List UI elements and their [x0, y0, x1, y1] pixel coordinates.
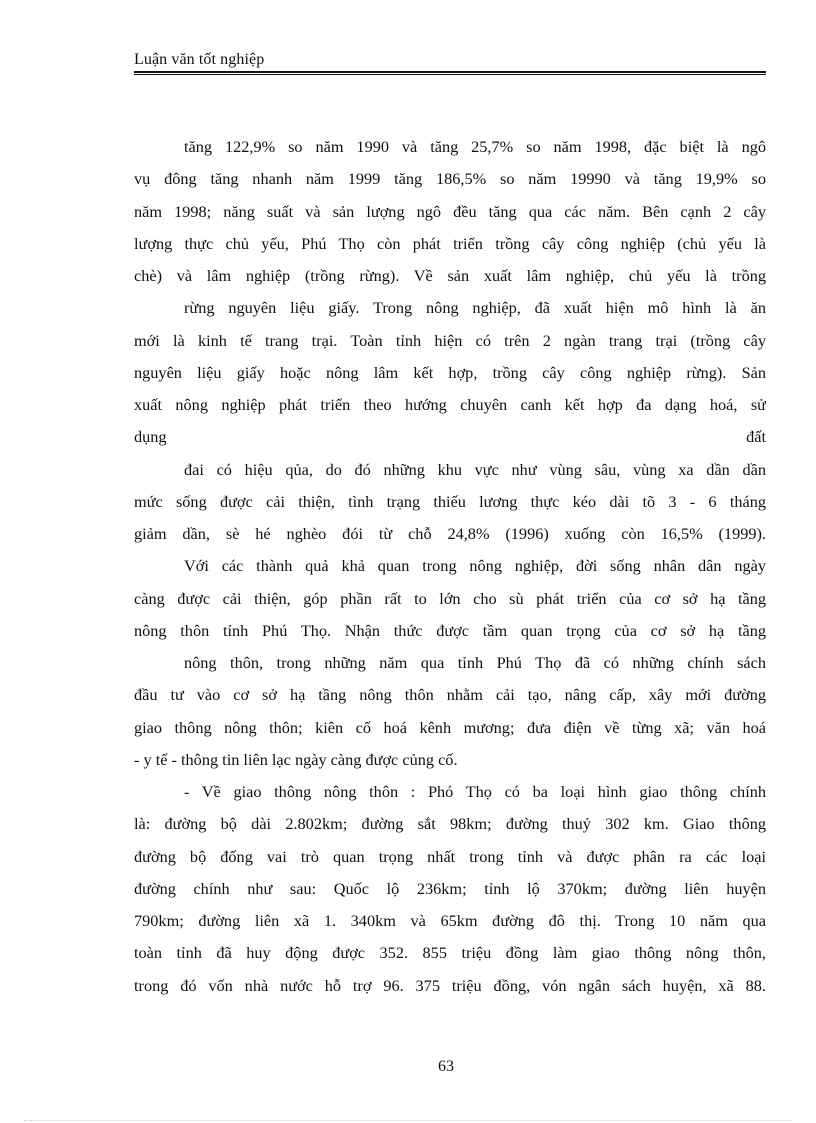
text-line: nông thôn, trong những năm qua tỉnh Phú Thọ đã có những chính sách	[184, 653, 766, 672]
text-line: vụ đông tăng nhanh năm 1999 tăng 186,5% so năm 19990 và tăng 19,9% so	[134, 169, 766, 189]
text-line: lượng thực chủ yếu, Phú Thọ còn phát triển trồng cây công nghiệp (chủ yếu là	[134, 233, 766, 253]
text-line: nông thôn tỉnh Phú Thọ. Nhận thức được tầm quan trọng của cơ sở hạ tầng	[134, 620, 766, 640]
text-line: tăng 122,9% so năm 1990 và tăng 25,7% so năm 1998, đặc biệt là ngô	[184, 137, 766, 156]
text-line: nguyên liệu giấy hoặc nông lâm kết hợp, trồng cây công nghiệp rừng). Sản	[134, 362, 766, 382]
text-line: dụng đất	[134, 427, 766, 447]
text-line: là: đường bộ dài 2.802km; đường sắt 98km; đường thuỷ 302 km. Giao thông	[134, 814, 766, 834]
body-text	[134, 131, 766, 1002]
text-line: - Về giao thông nông thôn : Phó Thọ có ba loại hình giao thông chính	[184, 782, 766, 801]
text-line: 790km; đường liên xã 1. 340km và 65km đường đô thị. Trong 10 năm qua	[134, 911, 766, 930]
text-line: rừng nguyên liệu giấy. Trong nông nghiệp, đã xuất hiện mô hình là ăn	[184, 298, 766, 318]
header-rule	[134, 71, 766, 75]
text-line: giảm dần, sè hé nghèo đói từ chỗ 24,8% (1996) xuống còn 16,5% (1999).	[134, 524, 766, 543]
page-bottom-rule	[24, 1120, 792, 1121]
text-line: chè) và lâm nghiệp (trồng rừng). Về sản xuất lâm nghiệp, chủ yếu là trồng	[134, 266, 766, 285]
text-line: năm 1998; năng suất và sản lượng ngô đều tăng qua các năm. Bên cạnh 2 cây	[134, 201, 766, 221]
text-line: - y tế - thông tin liên lạc ngày càng được củng cố.	[134, 749, 458, 769]
text-line: đai có hiệu qủa, do đó những khu vực như vùng sâu, vùng xa dần dần	[184, 459, 766, 479]
text-line: Với các thành quả khả quan trong nông nghiệp, đời sống nhân dân ngày	[184, 556, 766, 576]
page-number: 63	[438, 1058, 454, 1075]
text-line: đường chính như sau: Quốc lộ 236km; tỉnh lộ 370km; đường liên huyện	[134, 878, 766, 898]
text-line: mức sống được cải thiện, tình trạng thiếu lương thực kéo dài tõ 3 - 6 tháng	[134, 491, 766, 511]
text-line: trong đó vốn nhà nước hỗ trợ 96. 375 triệu đồng, vón ngân sách huyện, xã 88.	[134, 975, 766, 995]
text-line: càng được cải thiện, góp phần rất to lớn cho sù phát triển của cơ sở hạ tầng	[134, 588, 766, 608]
text-line: đường bộ đống vai trò quan trọng nhất trong tỉnh và được phân ra các loại	[134, 846, 766, 866]
text-line: toàn tỉnh đã huy động được 352. 855 triệu đồng làm giao thông nông thôn,	[134, 943, 766, 963]
text-line: đầu tư vào cơ sở hạ tầng nông thôn nhằm cải tạo, nâng cấp, xây mới đường	[134, 685, 766, 705]
text-line: giao thông nông thôn; kiên cố hoá kênh mương; đưa điện về từng xã; văn hoá	[134, 717, 766, 737]
page-header	[134, 50, 766, 75]
text-line: mới là kinh tế trang trại. Toàn tỉnh hiện có trên 2 ngàn trang trại (trồng cây	[134, 330, 766, 350]
text-line: xuất nông nghiệp phát triển theo hướng chuyên canh kết hợp đa dạng hoá, sử	[134, 395, 766, 414]
header-title: Luận văn tốt nghiệp	[134, 51, 265, 68]
